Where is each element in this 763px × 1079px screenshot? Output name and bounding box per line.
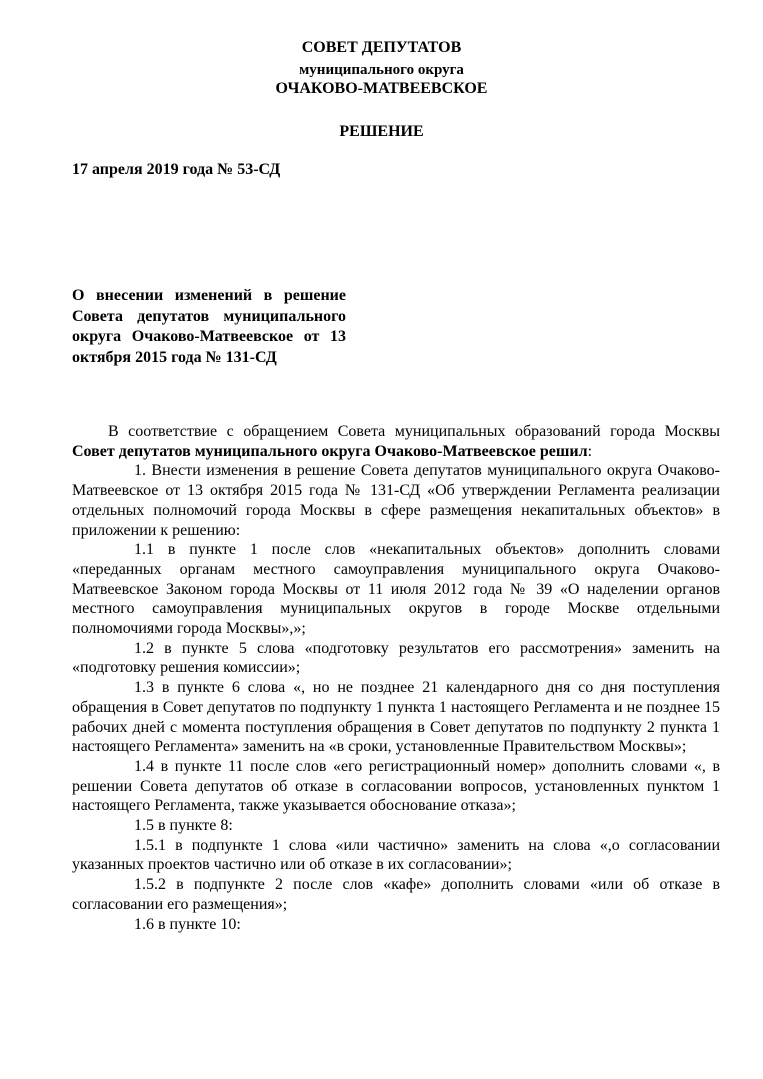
paragraph-1-1: 1.1 в пункте 1 после слов «некапитальных объектов» дополнить словами «переданных органам местного самоуправления муниципального округа Очаково-Матвеевское Законом города Москвы от 11 июля 2012 года № 39 «О наделении органов местного самоуправления муниципальных округов в городе Москве отдельными полномочиями города Москвы»,»; — [72, 541, 720, 638]
paragraph-1-6: 1.6 в пункте 10: — [134, 915, 241, 933]
subject-line-2: октября 2015 года № 131-СД — [72, 348, 277, 366]
intro-paragraph — [72, 422, 720, 461]
paragraph-1-2: 1.2 в пункте 5 слова «подготовку результатов его рассмотрения» заменить на «подготовку решения комиссии»; — [72, 639, 720, 677]
paragraph-1-5: 1.5 в пункте 8: — [134, 817, 233, 835]
paragraph-1-3: 1.3 в пункте 6 слова «, но не позднее 21 календарного дня со дня поступления обращения в Совет депутатов по подпункту 1 пункта 1 настоящего Регламента и не позднее 15 рабочих дней с момента поступления обращения в Совет депутатов по подпункту 2 пункта 1 настоящего Регламента» заменить на «в сроки, установленные Правительством Москвы»; — [72, 679, 720, 756]
paragraph-1-5-1: 1.5.1 в подпункте 1 слова «или частично» заменить на слова «,о согласовании указанных проектов частично или об отказе в их согласовании»; — [72, 836, 720, 874]
paragraph-1-4: 1.4 в пункте 11 после слов «его регистрационный номер» дополнить словами «, в решении Совета депутатов об отказе в согласовании вопросов, установленных пунктом 1 настоящего Регламента, также указывается обоснование отказа»; — [72, 757, 720, 815]
document-body — [72, 422, 720, 934]
date-line: 17 апреля 2019 года № 53-СД — [72, 161, 281, 178]
paragraph-1-5-2: 1.5.2 в подпункте 2 после слов «кафе» дополнить словами «или об отказе в согласовании его размещения»; — [72, 876, 720, 913]
intro-bold-text: Совет депутатов муниципального округа Очаково-Матвеевское решил — [72, 442, 588, 460]
paragraph-1: 1. Внести изменения в решение Совета депутатов муниципального округа Очаково-Матвеевское от 13 октября 2015 года № 131-СД «Об утверждении Регламента реализации отдельных полномочий города Москвы в сфере размещения некапитальных объектов» в приложении к решению: — [72, 462, 720, 539]
subject-block — [72, 286, 346, 368]
intro-end: : — [587, 442, 593, 460]
intro-text: В соответствие с обращением Совета муниципальных образований города Москвы — [108, 423, 720, 440]
header-org: СОВЕТ ДЕПУТАТОВ — [301, 39, 462, 56]
header-name: ОЧАКОВО-МАТВЕЕВСКОЕ — [275, 80, 488, 97]
subject-line-1: О внесении изменений в решение Совета депутатов муниципального округа Очаково-Матвеевское от 13 — [72, 287, 346, 345]
header-district: муниципального округа — [299, 62, 464, 78]
document-type: РЕШЕНИЕ — [339, 123, 424, 140]
